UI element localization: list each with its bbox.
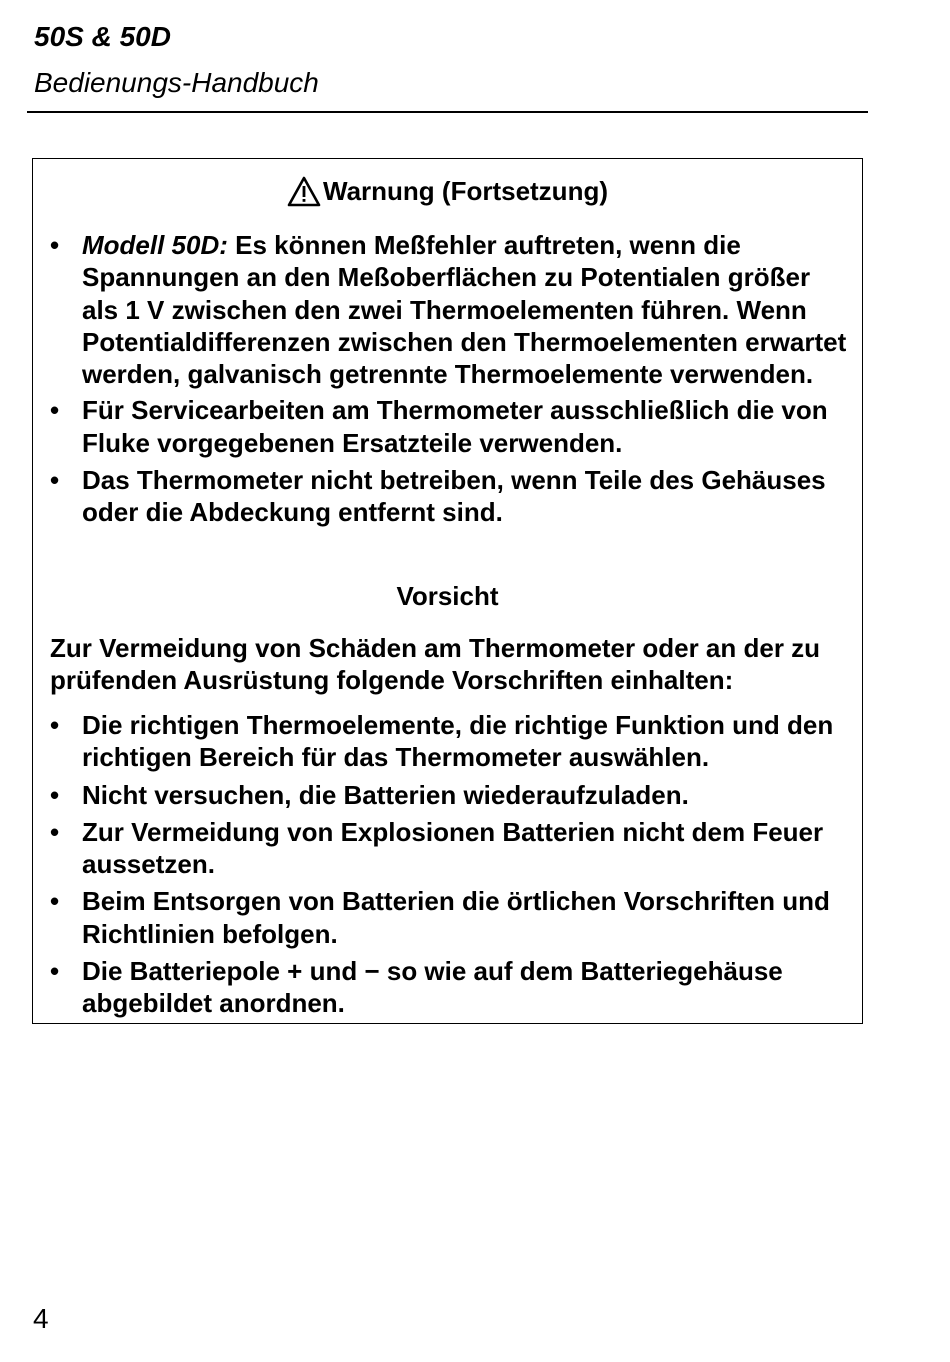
item-text: Das Thermometer nicht betreiben, wenn Teile des Gehäuses oder die Abdeckung entfernt sind. (82, 465, 826, 528)
list-item (33, 709, 862, 774)
list-item (33, 229, 862, 390)
header-divider (27, 111, 868, 113)
caution-list (33, 709, 862, 1020)
item-text: Nicht versuchen, die Batterien wiederaufzuladen. (82, 779, 689, 810)
page-number: 4 (33, 1303, 49, 1334)
item-text: Die Batteriepole + und − so wie auf dem Batteriegehäuse abgebildet anordnen. (82, 956, 783, 1019)
caution-intro: Zur Vermeidung von Schäden am Thermometer oder an der zu prüfenden Ausrüstung folgende Vorschriften einhalten: (50, 633, 821, 696)
bullet: • (50, 710, 60, 740)
list-item (33, 955, 862, 1020)
warning-box (32, 158, 863, 1024)
bullet: • (50, 779, 60, 810)
item-text: Die richtigen Thermoelemente, die richtige Funktion und den richtigen Bereich für das Thermometer auswählen. (82, 710, 834, 773)
item-text: Es können Meßfehler auftreten, wenn die Spannungen an den Meßoberflächen zu Potentialen größer als 1 V zwischen den zwei Thermoelementen führen. Wenn Potentialdifferenzen zwischen den Thermoelementen erwartet werden, galvanisch getrennte Thermoelemente verwenden. (82, 230, 847, 390)
list-item (33, 885, 862, 950)
bullet: • (50, 230, 60, 260)
list-item (33, 779, 862, 811)
warning-list (33, 229, 862, 529)
bullet: • (50, 886, 60, 917)
bullet: • (50, 465, 60, 496)
warning-heading (33, 175, 862, 207)
item-text: Zur Vermeidung von Explosionen Batterien nicht dem Feuer aussetzen. (82, 816, 824, 880)
product-title: 50S & 50D (34, 21, 171, 52)
bullet: • (50, 816, 60, 847)
list-item (33, 464, 862, 529)
warning-title: Warnung (Fortsetzung) (323, 176, 608, 206)
item-lead: Modell 50D: (82, 230, 228, 260)
warning-triangle-icon (287, 176, 321, 207)
item-text: Beim Entsorgen von Batterien die örtlichen Vorschriften und Richtlinien befolgen. (82, 886, 830, 949)
list-item (33, 394, 862, 459)
caution-heading: Vorsicht (396, 581, 499, 611)
manual-subtitle: Bedienungs-Handbuch (34, 67, 319, 98)
item-text: Für Servicearbeiten am Thermometer ausschließlich die von Fluke vorgegebenen Ersatzteile verwenden. (82, 395, 828, 458)
bullet: • (50, 395, 60, 426)
list-item (33, 816, 862, 881)
bullet: • (50, 956, 60, 987)
